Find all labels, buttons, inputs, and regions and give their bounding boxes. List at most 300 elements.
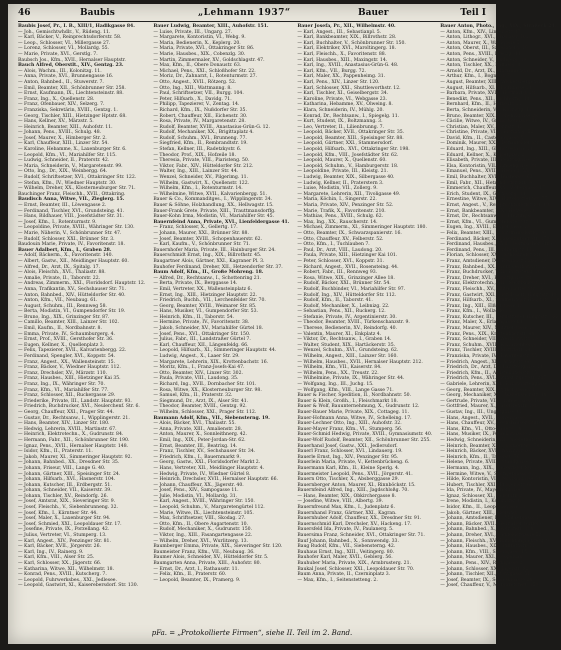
directory-entry: — Georg, Chauffeur, XXI., Prager Str. 44. xyxy=(18,409,114,415)
directory-entry: — Karl, Schlosser, XX., Jägerstr. 66. xyxy=(18,561,102,566)
directory-entry: — Karl, Kfm., VIII., Alser Str. 25. xyxy=(18,555,95,561)
directory-entry: — Otto, Chauffeur, XV., Felberstr. 52. xyxy=(297,236,384,242)
header-rule xyxy=(18,21,486,22)
directory-entry: — Wilhelm, Schlosser, XXI., Prager Str. 112. xyxy=(153,409,257,415)
directory-entry: — Georg, Mechaniker, XX., Wallensteinstr. 48. xyxy=(440,393,548,399)
directory-entry: — Hermine, Private, IV., Favoritenstr. 38. xyxy=(153,320,250,326)
directory-entry: — Ernst, Bankbeamter, XIX., Hofzeile 24. xyxy=(440,208,537,214)
directory-entry: — Karl, Schlosser, XXI., Shuttleworthstr. 12. xyxy=(297,85,401,91)
directory-entry: — Ferdinand, Tischler, XVI., Grundsteing. 41. xyxy=(18,208,125,214)
directory-entry: — Anton, Oberst, III., Salesianerg. 10. xyxy=(440,46,530,52)
directory-entry: — Moriz, Dr., Zahnarzt, I., Rotenturmstr. 27. xyxy=(153,74,258,80)
directory-entry: — Richard, Ing., XVII., Dornbacher Str. 101. xyxy=(153,382,257,387)
directory-entry: — Katharina, Witwe, XII., Wilhelmstr. 18. xyxy=(18,566,115,572)
directory-entry: — Paula, Private, VIII., Laudong. 35. xyxy=(153,376,239,382)
directory-entry: — Leopold, Schuhm., V., Hamburgerstr. 18. xyxy=(297,163,399,169)
directory-entry: — Jakob, Maurer, XI., Simmeringer Hauptstr. 92. xyxy=(18,454,133,460)
directory-entry: — Anna, Trafikantin, XV., Sechshauser Str. 71. xyxy=(18,286,126,292)
directory-entry: — Josef, Beamter, IX., Sobieskigasse 28. xyxy=(440,577,534,583)
directory-entry: — Hans, Beamter, XIV., Linzer Str. 180. xyxy=(18,421,110,427)
directory-entry: — Berta, Schneiderin, VI., Kaunitzg. 12. xyxy=(440,107,534,113)
directory-entry: — Franz, Elektrotechn., XII., Steinbauerg. 21. xyxy=(440,281,548,287)
directory-entry: — Leopold, Beamter, XIII., Speisinger Str. 88. xyxy=(297,135,404,141)
directory-entry: — Alois, Fleischh., XVI., Thaliastr. 88. xyxy=(18,270,106,276)
directory-entry: — Albert, Gastw., XII., Meidlinger Hauptstr. 60. xyxy=(18,258,129,264)
directory-entry: Baumeister Franz, Kfm., VII., Neubaug. 36. xyxy=(153,549,255,555)
directory-entry: — Hermine, Witwe, V., Spengergasse 42. xyxy=(440,471,536,477)
directory-entry: — Franz, Bahnbed., XX., Nordwestbahnstr. 12. xyxy=(440,264,550,270)
directory-entry: — Josef, Fleischh., V., Siebenbrunneng. 32. xyxy=(18,505,118,511)
directory-entry: — Hans, Beamter, XIX., Obkirchergasse 8. xyxy=(297,493,397,499)
directory-entry: — Ernestine, Witwe, XIV., Hütteldorfer Str. 77. xyxy=(440,197,550,203)
directory-entry: — Benedikt, Pens., XII., Aichhorng. 18. xyxy=(440,96,532,102)
directory-entry: Bauerschmidt Ernst, Ing., XIX., Billrothstr. 45. xyxy=(153,253,262,259)
directory-entry: — Rudolf, Schriftsetzer, XVI., Ottakringer Str. 122. xyxy=(18,175,137,181)
directory-entry: — Franz, Schlosser, XII., Ruckergasse 29. xyxy=(18,393,116,399)
directory-entry: — Johann, Bahnbed., XX., Dresdner Str. 35. xyxy=(18,460,120,466)
directory-entry: — Marie, Näherin, V., Schönbrunner Str. 47. xyxy=(18,230,122,236)
directory-entry: — Luise, Private, III., Ungarg. 27. xyxy=(153,29,233,35)
directory-entry: — Friedrich, Buchdrucker, XVI., Neulerchenf. Str. 6. xyxy=(18,404,140,410)
directory-entry: — Leopold, Hilfsarb., XVI., Ottakringer Str. 198. xyxy=(297,147,410,153)
directory-entry: Bauhofer Karl, Maler, XVII., Geblerg. 56. xyxy=(297,555,393,561)
directory-entry: Baugartner Alois, Gärtner, XXI., Kagraner Pl. 3. xyxy=(153,258,265,264)
directory-entry: Bauer Adalbert, Kfm., I., Graben 28. xyxy=(18,247,112,253)
directory-entry: — Max, Schriftsetzer, VIII., Skodag. 27. xyxy=(153,516,246,522)
directory-entry: — Johann, Schlosser, XX., Jägerstr. 92. xyxy=(440,566,530,572)
part-label: Teil I xyxy=(460,8,486,18)
directory-entry: — Rosa, Private, IV., Margaretenstr. 28. xyxy=(153,119,246,125)
directory-entry: — Arthur, Kfm., I., Bognerg. 7. xyxy=(440,74,512,80)
directory-entry: — Wilhelm, Angest., XIII., Lainzer Str. 160. xyxy=(297,354,398,360)
directory-entry: — Samuel, Kfm., II., Praterstr. 32. xyxy=(153,393,233,399)
directory-entry: — Karl, Angest., XVIII., Währinger Str. 150. xyxy=(153,499,255,505)
directory-entry: — Irene, Modistin, I., Kohlmarkt 4. xyxy=(440,499,522,505)
directory-entry: — Heinrich, Beamter, XIII., Auhofstr. 11. xyxy=(18,124,113,130)
directory-entry: — Joh., Gemischtwhdlr., V., Rüdeng. 11. xyxy=(18,29,111,35)
directory-entry: — Hedwig, Private, IV., Wiedner Gürtel 8. xyxy=(153,471,251,477)
footer-note: pFa. = „Protokollierte Firmen“, siehe II. Teil im 2. Band. xyxy=(151,629,353,637)
directory-entry: — Ernst, Dr., Rechtsanw., I., Freyung 6. xyxy=(440,214,533,220)
directory-entry: — Franz, Ing., XIII., Elßlergasse 12. xyxy=(440,303,525,309)
directory-entry: — Ida, Private, IV., Mayerhofgasse 9. xyxy=(440,488,527,494)
directory-entry: — Max, Kfm., II., Obere Donaustr. 63. xyxy=(153,63,242,69)
directory-entry: — Ferdinand, Bäcker, X., Laxenburger Str. 170. xyxy=(440,236,551,242)
directory-entry: — Alfred, Dr., Rechtsanw., I., Schottenring 21. xyxy=(153,275,262,281)
column-3 xyxy=(297,24,432,626)
directory-entry: — Margarete, Lehrerin, XII., Tivoligasse 49. xyxy=(297,191,401,197)
directory-entry: — Karl, Angest., XIV., Penzinger Str. 81. xyxy=(18,538,111,544)
directory-entry: — Franz, Angest., XX., Wallensteinstr. 15. xyxy=(18,359,116,365)
directory-entry: — Johann, Fleischh., XV., Rauchfangkehrerg. 9. xyxy=(440,538,551,544)
directory-entry: — Heinrich, Drechsler, XVII., Hernalser Hauptstr. 66. xyxy=(153,477,278,483)
directory-entry: — Wolfgang, Kfm., VIII., Lange Gasse 71. xyxy=(297,387,394,393)
directory-entry: Baumgarten Anna, Private, XIII., Auhofstr. 80. xyxy=(153,561,262,566)
directory-entry: — Konrad, Dr., Rechtsanw., I., Spiegelg. 11. xyxy=(297,113,400,119)
directory-entry: — Josef, Amtsrat, XIX., Sieveringer Str. 9. xyxy=(18,499,116,505)
directory-entry: — Rudolf, Bäcker, XXI., Brünner Str. 54. xyxy=(297,281,391,287)
directory-entry: — Margarete, Kontoristin, VI., Webg. 9. xyxy=(153,35,246,41)
directory-entry: — Karl, Bäcker, V., Reinprechtsdorferstr. 58. xyxy=(18,35,122,41)
directory-entry: — Martin, Zimmermaler, XV., Goldschlagstr. 47. xyxy=(153,57,265,63)
directory-entry: — Karl, Kaufm., V., Schönbrunner Str. 71. xyxy=(153,242,251,248)
directory-entry: — Franz, Kfm., VI., Mariahilfer Str. 77. xyxy=(18,387,109,393)
directory-entry: Baumer Alois, Schneider, XV., Hütteldorfer Str. 5. xyxy=(153,555,269,561)
directory-entry: — Franz, Amtsdiener, IX., Rossauer Lände 29. xyxy=(440,258,548,264)
directory-entry: — Julius, Fabr., III., Landstraßer Gürtel 7. xyxy=(153,337,251,343)
directory-entry: — Anton, Lithogr., XVI., Thaliastr. 162. xyxy=(440,35,531,41)
directory-entry: — Marie, Witwe, IX., Liechtensteinstr. 105. xyxy=(153,510,254,516)
directory-entry: — Johann, Schneider, VII., Kaiserstr. 39. xyxy=(18,488,112,494)
directory-entry: — Valentin, Maurer, XI., Enkplatz 4. xyxy=(297,331,382,337)
directory-entry: — Rudolf, Mechaniker, X., Gudrunstr. 150. xyxy=(153,527,253,533)
directory-entry: — Karl, Bäcker, XVII., Jörgerstr. 26. xyxy=(18,544,101,550)
directory-entry: — Josef, Pens., XIV., Sampogasse 11. xyxy=(153,488,239,494)
directory-entry: — Ludwig, Angest., X., Laaer Str. 29. xyxy=(153,354,240,360)
directory-entry: — Wenzel, Schneider, XV., Pilgerimg. 11. xyxy=(153,175,249,181)
directory-entry: Bauermeister Leopold, Pens., XVII., Jörgerstr. 41. xyxy=(297,471,413,477)
directory-entry: — Franz, Ing., IX., Währinger Str. 70. xyxy=(18,382,105,387)
directory-entry: — Robert, Chauffeur, XII., Eichenstr. 30. xyxy=(153,113,248,119)
directory-entry: — Viktor, Ing., XIII., Fasangartengasse 22. xyxy=(153,533,253,539)
directory-entry: — Emma, Private, IV., Schaumburgerg. 4. xyxy=(18,331,115,337)
directory-entry: — Richard, Angest., XVII., Rosensteing. 44. xyxy=(297,264,399,270)
directory-entry: — Johann, Hausbes., XIX., Billrothstr. 71. xyxy=(440,544,537,550)
directory-entry: Bauer-Frank Grete, Private, XIII., Trauttmansdorffg. xyxy=(153,208,276,214)
directory-entry: — Ernst, Prof., XVIII., Gersthofer Str. 36. xyxy=(18,337,114,343)
directory-entry: — Hilde, Kontoristin, VII., Neubaugasse 54. xyxy=(440,477,543,483)
directory-entry: — Heinrich, Kfm., II., Taborstr. 76. xyxy=(440,454,521,460)
directory-entry: Baudouin Marie, Private, IV., Favoritenstr. 18. xyxy=(18,242,125,248)
directory-entry: — Franz, Schneider, VII., Westbahnstr. 19. xyxy=(440,337,540,343)
directory-entry: — Siegmund, Dr., Arzt, IX., Alser Str. 41. xyxy=(153,398,249,404)
directory-entry: — Leopold, Bäcker, XVII., Ottakringer Str. 35. xyxy=(297,130,405,136)
directory-entry: — Leopold, Maurer, X., Quellenstr. 60. xyxy=(297,158,387,164)
directory-entry: — Leopoldine, Private, III., Kleistg. 21. xyxy=(297,169,388,175)
directory-entry: Bauer Anton, Photo., Ing., XIX., Straßeck 24. xyxy=(440,24,557,29)
directory-entry: — Max, Kfm., I., Seitenstetteng. 2. xyxy=(297,577,378,583)
directory-entry: — Hans, Musiker, VI., Gumpendorfer Str. 53. xyxy=(153,309,258,315)
directory-entry: — Julie, Modistin, VI., Mollardg. 31. xyxy=(153,493,238,499)
directory-entry: — Emil, Kaufm., II., Nordbahnstr. 8. xyxy=(18,326,102,332)
directory-entry: Bauernhuber Adolf, Chauffeur, XX., Dresdner Str. 91. xyxy=(297,516,422,522)
directory-entry: — Julius, Vertreter, VI., Stumperg. 13. xyxy=(18,533,107,539)
directory-entry: — Rudolf, Ing., XIV., Hütteldorfer Str. 112. xyxy=(297,292,397,298)
directory-entry: — Hans, Chauffeur, XV., Sechshauser Gürtel 11. xyxy=(440,421,552,427)
directory-entry: — Berta, Private, IX., Berggasse 14. xyxy=(153,281,238,287)
directory-entry: — Gabriele, Lehrerin, XIII., Fasangartengasse 70. xyxy=(440,382,557,387)
directory-entry: — Emil, Vertreter, XX., Wallensteinplatz 6. xyxy=(153,286,252,292)
directory-entry: — Emil, Ing., XIX., Peter-Jordan-Str. 62. xyxy=(153,437,246,443)
directory-entry: — Siegfried, Kfm., II., Rembrandtstr. 19. xyxy=(153,141,248,147)
directory-entry: Bauhaus Ernst, Ing., XIII., Veitingerg. 80. xyxy=(297,549,395,555)
directory-entry: — Karl, Tischler, XI., Geiselbergstr. 34. xyxy=(297,91,389,97)
directory-entry: — Johann, Maurer, XXI., Brünner Str. 88. xyxy=(153,230,249,236)
directory-entry: — Paula, Private, XIII., Hietzinger Kai 101. xyxy=(297,253,398,259)
directory-entry: — Anton, Pens., XVIII., Kreuzg. 44. xyxy=(440,51,522,57)
directory-entry: Bauer-Lechner Otto, Ing., XIII., Auhofstr. 32. xyxy=(297,421,402,427)
directory-entry: — Josef, Pens., XVI., Ottakringer Str. 150. xyxy=(153,331,251,337)
directory-entry: — Bruno, Ing., XIX., Grinzinger Str. 87. xyxy=(18,314,110,320)
directory-entry: — Arnold, Dr., Arzt, IX., Mariannengasse 11. xyxy=(440,68,545,74)
directory-entry: Bauersima Franz, Schneider, XVI., Ottakringer Str. 71. xyxy=(297,533,425,539)
directory-entry: — Florian, Schlosser, XXI., Schloßhofer Str. 31. xyxy=(440,253,551,259)
directory-entry: Bauchinger Franz, Fleischh., XVII., Ottakring. xyxy=(18,191,126,197)
directory-entry: — Lorenz, Schlosser, VI., Mollardg. 55. xyxy=(18,46,110,52)
directory-entry: Bauer-Hofmann Anna, Witwe, IV., Schelleing. 17. xyxy=(297,415,412,421)
directory-entry: — Karl, Kfm., VII., Burgg. 72. xyxy=(297,68,366,74)
directory-entry: — Ernst, Angest., V., Reinprechtsdorfer Str. 40. xyxy=(440,203,551,208)
directory-entry: — Franz, Schuhm., XVII., Kalvarienbergg. 67. xyxy=(440,342,547,348)
directory-entry: Bauf Johann, Bahnbed., X., Sonnwendg. 33. xyxy=(297,538,399,544)
directory-entry: — Wilhelmine, Private, IX., Währinger Str. 44. xyxy=(297,376,405,382)
directory-entry: — Viktor, Dr., Rechtsanw., I., Graben 14. xyxy=(297,337,392,343)
directory-entry: Bauernhofer Maria, Private, III., Hainburger Str. 24. xyxy=(153,247,276,253)
directory-entry: — Anton, Maurer, X., Waldgasse 5. xyxy=(440,40,522,46)
directory-entry: — Camillo, Beamter, XIII., Lainzer Str. 102. xyxy=(18,320,120,326)
directory-entry: Bauern Otto, Tischler, X., Absberggasse 29. xyxy=(297,477,400,483)
directory-entry: — Bernhard, Kfm., II., Heinestr. 21. xyxy=(440,102,524,108)
directory-entry: Bauernfeind Alfred, Ing., XIII., Jagdschloßg. 70. xyxy=(297,488,409,494)
directory-entry: — Josef, Kfm., I., Kärntner Str. 44. xyxy=(18,510,98,516)
directory-entry: — Wilhelm, Pens., XX., Treustr. 22. xyxy=(297,370,379,376)
directory-entry: — Wilhelm, Kfm., VII., Kaiserstr. 84. xyxy=(297,365,382,371)
directory-entry: — Otto, Angest., XVII., Rötzerg. 52. xyxy=(153,79,237,85)
directory-entry: — Franz, Hilfsarb., XI., Simmeringer Hauptstr. 230. xyxy=(440,298,561,304)
directory-entry: — Friedrich, Buchh., VII., Lerchenfelder Str. 70. xyxy=(153,298,266,304)
directory-entry: — Elisabeth, Private, III., Beatrixgasse 25. xyxy=(440,158,540,164)
directory-entry: — Leopold, Gastwirt, XI., Kaiserebersdorf. Str. 130. xyxy=(18,583,139,589)
directory-entry: — Karl, Bankbeamter, XIX., Billrothstr. 28. xyxy=(297,35,397,41)
directory-entry: — Josefine, Private, IX., Porzellang. 42. xyxy=(18,527,110,533)
directory-entry: — Wenzel, Schuhm., XVI., Grundsteing. 62. xyxy=(297,348,399,354)
directory-entry: — Johann, Tischler, XV., Reindorfg. 26. xyxy=(18,493,108,499)
directory-entry: — Theodor, Beamter, XVIII., Gentzg. 92. xyxy=(153,404,247,410)
directory-entry: — Ludwig, Beamter, XIX., Silbergasse 40. xyxy=(297,175,395,181)
left-guideword: Baubis xyxy=(80,8,115,18)
directory-entry: Bauernschmid Karl, Drechsler, XV., Hackeng. 17. xyxy=(297,521,412,527)
directory-entry: — Josef, Kfm., I., Rotenturmstr. 9. xyxy=(18,219,97,225)
directory-entry: — Friedrich, Pens., XVI., Ottakringer Str. 237. xyxy=(440,376,548,382)
directory-entry: — Leopold, Kfm., VIII., Josefstädter Str. 62. xyxy=(297,152,399,158)
directory-entry: — Friedrich, Dr., Arzt, IX., Lazarettgasse 14. xyxy=(440,365,545,371)
directory-entry: — Mathias, Pens., XVIII., Schulg. 62. xyxy=(297,214,384,220)
directory-entry: — Johann, Dreher, XVI., Lienfeldergasse 52. xyxy=(440,533,543,539)
directory-entry: — Helene, Private, XVIII., Staudgasse 15. xyxy=(440,460,538,466)
directory-entry: Bauerhansl Josef, Gastw., XXI., Jedlersdorf. xyxy=(297,443,398,449)
directory-entry: — Franz, Drechsler, XV., Märzstr. 110. xyxy=(18,370,108,376)
directory-entry: — Franziska, Sekretärin, XVIII., Gentzg. 1. xyxy=(18,107,118,113)
directory-entry: Baug Rudolf, Kfm., VII., Siebensterng. 42. xyxy=(297,544,396,550)
page-header xyxy=(18,8,486,22)
directory-entry: — Otto, Ing., XIII., Wattmanng. 8. xyxy=(153,85,232,91)
directory-entry: Baum Adolf, Kfm., II., Große Mohreng. 18. xyxy=(153,270,264,276)
directory-entry: — Hans, Kfm., VI., Otto-Bauer-G. 8. xyxy=(440,426,523,432)
directory-entry: — Otto, Kfm., I., Tuchlauben 7. xyxy=(297,242,370,248)
directory-entry: — Johann, Pens., XVIII., Schulg. 48. xyxy=(18,130,102,136)
directory-entry: — Andreas, Zimmerm., XXI., Floridsdorf. Hauptstr. 12. xyxy=(18,281,146,287)
directory-entry: — Josef, Schmied, XXI., Leopoldauer Str. 17. xyxy=(18,521,122,527)
directory-entry: — Johann, Tischler, XII., Bonygasse 51. xyxy=(440,572,532,578)
directory-entry: — Anna, Private, XVI., Brunnengasse 16. xyxy=(18,74,114,80)
directory-entry: — Wilhelm, Dreher, XX., Klosterneuburger Str. 71. xyxy=(18,186,136,192)
directory-entry: — Ignaz, Pens., XVII., Hernalser Hauptstr. 148. xyxy=(18,443,129,449)
directory-entry: — Emil, Fabr., XII., Hetzendorfer Str. 96. xyxy=(440,180,536,186)
directory-entry: Baum Anna, Private, II., Czerninplatz 3. xyxy=(297,572,391,578)
directory-entry: — Otto, Ing., Dr., XIX., Weinbergg. 64. xyxy=(18,169,108,175)
directory-entry: Bauer & Fischer, Spedition, II., Nordbahnstr. 50. xyxy=(297,393,412,399)
directory-entry: — Walter, Ing., XIII., Lainzer Str. 44. xyxy=(153,169,239,175)
directory-entry: — Georg, Beamter, XVIII., Weimarer Str. 85. xyxy=(153,303,257,309)
directory-entry: — Eugen, Ing., XVIII., Eckpergasse 19. xyxy=(440,225,532,231)
directory-entry: — Karl, Hausbes., XIII., Maxingstr. 14. xyxy=(297,57,388,63)
directory-entry: — Therese, Bedienerin, XV., Reindorfg. 40. xyxy=(297,326,398,332)
directory-entry: Baumann Adolf, Kfm., VII., Siebensterng. 19. xyxy=(153,415,270,421)
directory-entry: Bauernberger Anton, Maurer, XI., Rinnböckstr. 15. xyxy=(297,482,416,488)
directory-entry: — Franz, Gastwirt, XXI., Floridsdorf. Hauptstr. 40. xyxy=(440,292,558,298)
directory-entry: Bauer & Klein, Großh., I., Fleischmarkt 18. xyxy=(297,398,398,404)
directory-entry: — Philipp, Tapezierer, V., Zentag. 14. xyxy=(153,102,240,108)
directory-entry: — Johann, Kutscher, III., Erdbergstr. 51. xyxy=(18,482,112,488)
directory-entry: — Anton, Maurer, X., Sonnleithnerg. 42. xyxy=(153,432,248,438)
directory-entry: — Leopold, Kfm., VI., Mariahilfer Str. 115. xyxy=(18,152,117,158)
directory-entry: — Stefanie, Private, IV., Argentinierstr. 30. xyxy=(297,314,397,320)
directory-entry: — Rudolf, Beamter, XVIII., Anastasius-Grün-G. 12. xyxy=(153,124,270,130)
directory-entry: Bauer-Wolf Rudolf, Beamter, XII., Schönbrunner Str. 255. xyxy=(297,437,431,443)
directory-entry: — Karl, Ing., IV., Rainerg. 9. xyxy=(18,549,84,555)
directory-entry: — Anton, Kfm., XIV., Linzer Str. 47. xyxy=(440,29,523,35)
directory-entry: — Sebastian, Pens., XII., Ruckerg. 12. xyxy=(297,309,386,315)
directory-entry: — Franz, Maurer, XIV., Matznergasse 18. xyxy=(440,326,537,332)
directory-entry: — Jakob, Gärtner, XIII., Speising. xyxy=(440,510,518,516)
directory-entry: — Ludwig, Kellner, II., Praterstern 3. xyxy=(297,180,384,186)
right-guideword: Bauer xyxy=(358,8,389,18)
directory-entry: — August, Schuhm., III., Rennweg 58. xyxy=(18,303,107,309)
directory-entry: Bauer & Söhne, Holzhandlung, XX., Hellwagstr. 15. xyxy=(153,203,274,208)
directory-entry: — Amalie, Private, II., Taborstr. 22. xyxy=(18,275,101,281)
directory-entry: — Felix, Kfm., II., Praterstr. 60. xyxy=(153,572,227,578)
directory-entry: — Ludwig, Schneider, II., Praterstr. 42. xyxy=(18,158,110,164)
directory-entry: — Maria, Schneiderin, V., Margaretenstr. 99. xyxy=(18,163,123,169)
directory-entry: — Elsa, Kontoristin, VII., Lindengasse 38. xyxy=(440,163,538,169)
directory-entry: — Ferdinand, Hausbes., XVII., Dornbacher Str. 63. xyxy=(440,242,559,248)
directory-entry: Bauernfreund Max, Kfm., I., Judenplatz 6. xyxy=(297,505,395,511)
directory-entry: — Friedrich, Kfm., I., Bauernmarkt 9. xyxy=(153,454,241,460)
directory-entry: — Anton, Tischler, XX., Raffaelg. 8. xyxy=(440,63,522,69)
directory-entry: — Cäcilie, Witwe, IV., Große Neugasse 36. xyxy=(440,119,539,125)
directory-entry: — Franz, Kutscher, III., Landstraßer Hauptstr. 160. xyxy=(440,314,560,320)
directory-entry: — Wilhelm, Kfm., I., Rotenturmstr. 14. xyxy=(153,186,243,192)
column-1 xyxy=(18,24,145,626)
directory-entry: — Georg, Tischler, XIII., Hietzinger Hptstr. 68. xyxy=(18,113,127,119)
directory-entry: — Heinrich, Bäcker, XVI., Wurlitzergasse 66. xyxy=(440,449,545,455)
directory-entry: — Maria, Private, XVI., Ottakringer Str. 86. xyxy=(153,46,255,52)
directory-entry: — Hedwig, Schneiderin, XII., Niederhofstr. 33. xyxy=(440,437,550,443)
directory-entry: — Franz, Hausbes., XIII., Hietzinger Kai 35. xyxy=(18,376,121,382)
directory-entry: — Moritz, Kfm., I., Franz-Josefs-Kai 47. xyxy=(153,365,245,371)
directory-entry: — Wilhelm, Gastwirt, X., Quellenstr. 122. xyxy=(153,180,250,186)
directory-entry: — Luise, Modistin, VII., Zollerg. 9. xyxy=(297,186,378,192)
directory-entry: — Michael, Pens., XXI., Schloßhofer Str. 22. xyxy=(153,68,256,74)
directory-entry: — Erich, Student, IX., Garnisong. 14. xyxy=(440,191,527,197)
directory-entry: — Heinrich, Elektrotechn., X., Gudrunstr. 84. xyxy=(18,432,124,438)
directory-entry: Bauhofer Ferdinand, Dreher, XII., Hetzendorfer Str. 37. xyxy=(153,264,283,270)
directory-entry: — Franz, Dreher, XVI., Haberlgasse 38. xyxy=(440,275,533,281)
directory-entry: — Leopold, Fuhrwerksbes., XXI., Jedlesee. xyxy=(18,577,117,583)
directory-entry: — Leopold, Gärtner, XXI., Stammersdorf. xyxy=(297,141,394,147)
directory-entry: — Bruno, Beamter, XIX., Cobenzlgasse 28. xyxy=(440,113,540,119)
directory-entry: — Eduard, Kellner, X., Keplerplatz 2. xyxy=(440,152,526,158)
directory-entry: — Johann, Hilfsarb., XVI., Hasnerstr. 104. xyxy=(18,477,116,483)
directory-entry: — Gertrude, Private, VIII., Lange Gasse 16. xyxy=(440,398,542,404)
directory-entry: Bauernfeind Anna, Private, XVI., Lienfeldergasse 41. xyxy=(153,219,290,225)
directory-entry: — Franziska, Private, IV., Favoritenstr. 55. xyxy=(440,354,539,360)
directory-entry: — Leopold, Hilfsarb., XI., Simmeringer Hauptstr. 44. xyxy=(153,348,277,354)
directory-entry: — August, Beamter, XIII., Wolkersbergenstr. 30. xyxy=(440,79,553,85)
directory-entry: — Isidor, Kfm., II., Praterstr. 11. xyxy=(18,449,93,455)
directory-entry: — Hans, Angest., XVII., Rötzergasse 37. xyxy=(440,415,534,421)
directory-entry: — Ernst, Kaufmann, IX., Liechtensteinstr. 88. xyxy=(18,91,124,97)
directory-entry: — Wilhelmine, Witwe, XVII., Kalvarienbergg. 51. xyxy=(153,191,267,197)
directory-entry: — Rudolf, Mechaniker, XX., Brigittaplatz 4. xyxy=(153,130,254,136)
directory-entry: Bauer & Co., Kommanditges., I., Wipplingerstr. 34. xyxy=(153,197,273,203)
directory-entry: Bauch Alfred, Oberstlt., XIV., Gentzg. 23. xyxy=(18,63,124,69)
directory-entry: — Jakob, Schneider, XV., Mariahilfer Gürtel 18. xyxy=(153,326,264,332)
directory-entry: — Ernst, Dr., Arzt, I., Rathausstr. 11. xyxy=(153,566,239,572)
column-4 xyxy=(440,24,561,626)
directory-entry: — Theodor, Beamter, XVIII., Türkenschanzstr. 9. xyxy=(297,320,410,326)
directory-entry: — Franz, Maler, X., Erlachgasse 64. xyxy=(440,320,524,326)
directory-entry: Bauermann Karl, Kfm., II., Kleine Sperlg. 4. xyxy=(297,465,400,471)
directory-entry: — Franz, Tischler, XV., Sechshauser Str. 34. xyxy=(153,449,256,455)
directory-entry: — Johann, Kfm., VIII., Skodagasse 15. xyxy=(440,549,529,555)
directory-entry: Bauer-Schmid Hedwig, Private, XVIII., Gymnasiumstr. 40. xyxy=(297,432,433,438)
directory-entry: — Karl, Chauffeur, XIII., Linzer Str. 54. xyxy=(18,141,109,147)
directory-entry: — Otto, Beamter, XIV., Linzer Str. 302. xyxy=(153,370,243,376)
directory-entry: — Stefan, Kellner, III., Radetzkystr. 6. xyxy=(153,147,242,153)
directory-entry: — Peter, Hilfsarb., X., Davidg. 71. xyxy=(153,96,232,102)
directory-entry: — Johann, Maurer, XXI., Leopoldau. xyxy=(440,555,524,561)
directory-entry: — Hedwig, Lehrerin, XVIII., Martinstr. 67. xyxy=(18,426,117,432)
directory-entry: — Klara, Schneiderin, IV., Mühlg. 20. xyxy=(297,107,384,113)
directory-entry: Bauhuber Maria, Private, XIX., Armbrusterg. 21. xyxy=(297,561,411,566)
directory-entry: — Eduard, Ing., XIII., Gloriettegasse 14. xyxy=(440,147,535,153)
directory-entry: Bauerl Franz, Schlosser, XVI., Lindauerg. 19. xyxy=(297,449,403,455)
directory-entry: — Wilhelm, Dreher, XVI., Wurlitzerg. 13. xyxy=(153,538,249,544)
directory-entry: — Christine, Private, VIII., Florianig. 52. xyxy=(440,130,535,136)
directory-entry: — Barbara, Private, XVII., Hormayrg. 28. xyxy=(440,91,537,97)
directory-entry: — Marie, Hausbes., XIX., Cobenzlg. 30. xyxy=(153,51,246,57)
directory-page xyxy=(8,4,561,644)
directory-entry: — Franz, Kfm., I., Wollzeile 33. xyxy=(440,309,513,315)
directory-entry: Bauer & Wolf, Bauunternehmung, X., Gudrunstr. 12. xyxy=(297,404,420,410)
directory-entry: Bauerle Ernst, Ing., XIV., Penzinger Str. 95. xyxy=(297,454,399,460)
directory-entry: — Heinrich, Kfm., II., Taborstr. 54. xyxy=(153,314,234,320)
directory-entry: — Max, Ing., XX., Rauscherstr. 14. xyxy=(297,219,378,225)
directory-entry: — Robert, Fabr., III., Rennweg 93. xyxy=(297,270,378,276)
directory-entry: Bauernhansl Franz, Gärtner, XXI., Kagran. xyxy=(297,510,397,516)
directory-entry: — Rudolf, Schlosser, XXI., Brünner Str. 3. xyxy=(18,236,115,242)
directory-entry: — Rudolf, Kfm., II., Taborstr. 41. xyxy=(297,298,373,304)
directory-entry: — Walter, Student, XIX., Hartäckerstr. 35. xyxy=(297,342,396,348)
directory-entry: — Alfred, Dr., Arzt, IX., Spitalg. 17. xyxy=(18,264,101,270)
directory-entry: — Gottfried, Maurer, X., Favoritenstr. 180. xyxy=(440,404,540,410)
directory-entry: — Eugen, Kellner, X., Quellenplatz 3. xyxy=(18,342,105,348)
directory-entry: — Ernst, Ing., XIII., Hietzinger Hauptstr. 22. xyxy=(153,292,258,298)
directory-entry: Baubis Josef, Pr., I. B., XIII/1, Hadikgasse 84. xyxy=(18,24,135,29)
directory-entry: — Georg, Gastw., XXI., Floridsdorfer Markt 2. xyxy=(153,460,261,466)
directory-entry: — Hans, Musiker, IX., Porzellangasse 20. xyxy=(440,432,536,438)
